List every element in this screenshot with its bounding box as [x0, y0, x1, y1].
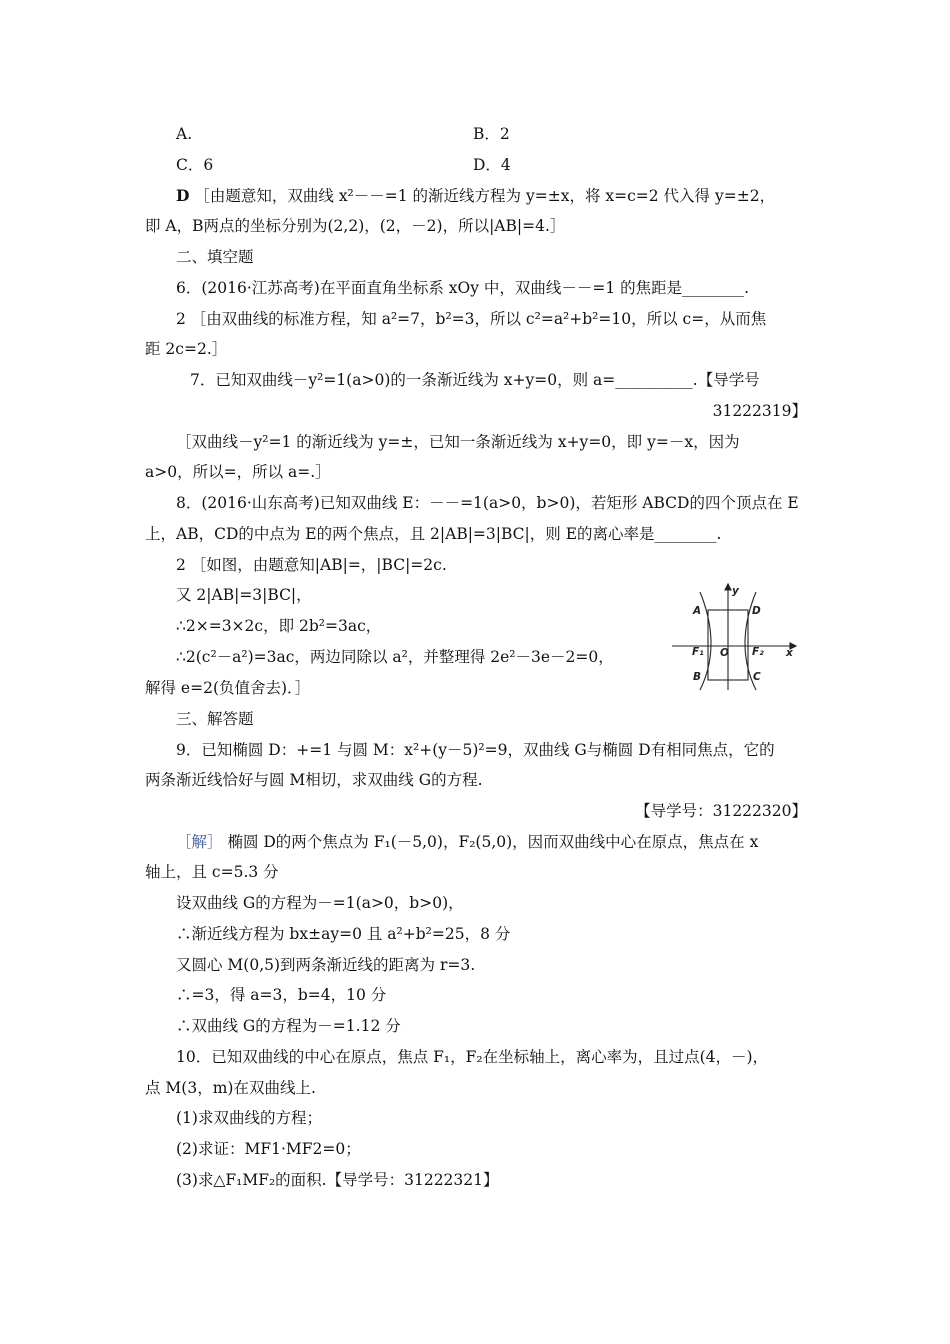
- q9-solution-text: 椭圆 D的两个焦点为 F₁(－5,0)，F₂(5,0)，因而双曲线中心在原点，焦点在 x: [227, 833, 759, 851]
- q7-answer-line2: a>0，所以=，所以 a=.］: [145, 463, 331, 481]
- section-heading-solve: 三、解答题: [176, 710, 254, 728]
- q5-answer-letter: D: [176, 186, 190, 205]
- choice-c: C．6: [176, 156, 214, 174]
- question-7-ref: 31222319】: [712, 402, 807, 420]
- question-10-part2: (2)求证：MF1·MF2=0；: [176, 1140, 361, 1158]
- hyperbola-figure: [666, 582, 802, 694]
- q8-answer-line4: ∴2(c²－a²)=3ac，两边同除以 a²，并整理得 2e²－3e－2=0，: [176, 648, 614, 666]
- q9-solution-line1: [176, 832, 758, 852]
- q8-answer-line5: 解得 e=2(负值舍去)．］: [145, 679, 311, 697]
- question-10-line1: 10．已知双曲线的中心在原点，焦点 F₁，F₂在坐标轴上，离心率为，且过点(4，－)，: [176, 1048, 769, 1066]
- label-o: O: [720, 647, 729, 659]
- q9-solution-line4: ∴渐近线方程为 bx±ay=0 且 a²+b²=25，8 分: [176, 925, 511, 943]
- q8-answer-line1: 2 ［如图，由题意知|AB|=，|BC|=2c.: [176, 556, 447, 574]
- q5-answer-line1: [176, 186, 775, 206]
- q8-answer-line2: 又 2|AB|=3|BC|，: [176, 586, 312, 604]
- question-7-line1: 7．已知双曲线－y²=1(a>0)的一条渐近线为 x+y=0，则 a=__________.【导学号: [190, 371, 760, 389]
- solution-tag: ［解］: [176, 833, 223, 851]
- q9-solution-line6: ∴=3，得 a=3，b=4，10 分: [176, 986, 387, 1004]
- question-6: 6．(2016·江苏高考)在平面直角坐标系 xOy 中，双曲线－－=1 的焦距是________.: [176, 279, 750, 297]
- label-a: A: [693, 605, 702, 617]
- section-heading-fill-blank: 二、填空题: [176, 248, 254, 266]
- choice-a: A.: [176, 125, 193, 143]
- label-d: D: [752, 605, 761, 617]
- question-9-line1: 9．已知椭圆 D：+=1 与圆 M：x²+(y－5)²=9，双曲线 G与椭圆 D有相同焦点，它的: [176, 741, 775, 759]
- q5-answer-line2: 即 A，B两点的坐标分别为(2,2)，(2，－2)，所以|AB|=4.］: [145, 217, 566, 235]
- choice-d: D．4: [473, 156, 511, 174]
- label-c: C: [753, 671, 761, 683]
- hyperbola-left-branch: [700, 592, 711, 690]
- q9-solution-line7: ∴双曲线 G的方程为－=1.12 分: [176, 1017, 401, 1035]
- q5-answer-text: ［由题意知，双曲线 x²－－=1 的渐近线方程为 y=±x，将 x=c=2 代入得 y=±2，: [194, 187, 776, 205]
- question-8-line1: 8．(2016·山东高考)已知双曲线 E：－－=1(a>0，b>0)，若矩形 ABCD的四个顶点在 E: [176, 494, 799, 512]
- label-f1: F₁: [692, 646, 704, 658]
- q6-answer-line1: 2 ［由双曲线的标准方程，知 a²=7，b²=3，所以 c²=a²+b²=10，所以 c=，从而焦: [176, 310, 767, 328]
- question-9-line2: 两条渐近线恰好与圆 M相切，求双曲线 G的方程.: [145, 771, 483, 789]
- label-f2: F₂: [752, 646, 764, 658]
- label-y: y: [732, 585, 739, 597]
- question-9-ref: 【导学号：31222320】: [635, 802, 807, 820]
- question-8-line2: 上，AB，CD的中点为 E的两个焦点，且 2|AB|=3|BC|，则 E的离心率是________.: [145, 525, 722, 543]
- label-b: B: [693, 671, 702, 683]
- q9-solution-line3: 设双曲线 G的方程为－=1(a>0，b>0)，: [176, 894, 464, 912]
- q7-answer-line1: ［双曲线－y²=1 的渐近线为 y=±，已知一条渐近线为 x+y=0，即 y=－x，因为: [176, 433, 740, 451]
- q9-solution-line2: 轴上，且 c=5.3 分: [145, 863, 279, 881]
- label-x: x: [786, 647, 793, 659]
- choice-b: B．2: [473, 125, 510, 143]
- question-10-line2: 点 M(3，m)在双曲线上.: [145, 1079, 316, 1097]
- question-10-part3: (3)求△F₁MF₂的面积.【导学号：31222321】: [176, 1171, 499, 1189]
- q9-solution-line5: 又圆心 M(0,5)到两条渐近线的距离为 r=3.: [176, 956, 476, 974]
- y-axis-arrow: [725, 584, 731, 590]
- q8-answer-line3: ∴2×=3×2c，即 2b²=3ac，: [176, 617, 382, 635]
- q6-answer-line2: 距 2c=2.］: [145, 340, 228, 358]
- question-10-part1: (1)求双曲线的方程；: [176, 1109, 322, 1127]
